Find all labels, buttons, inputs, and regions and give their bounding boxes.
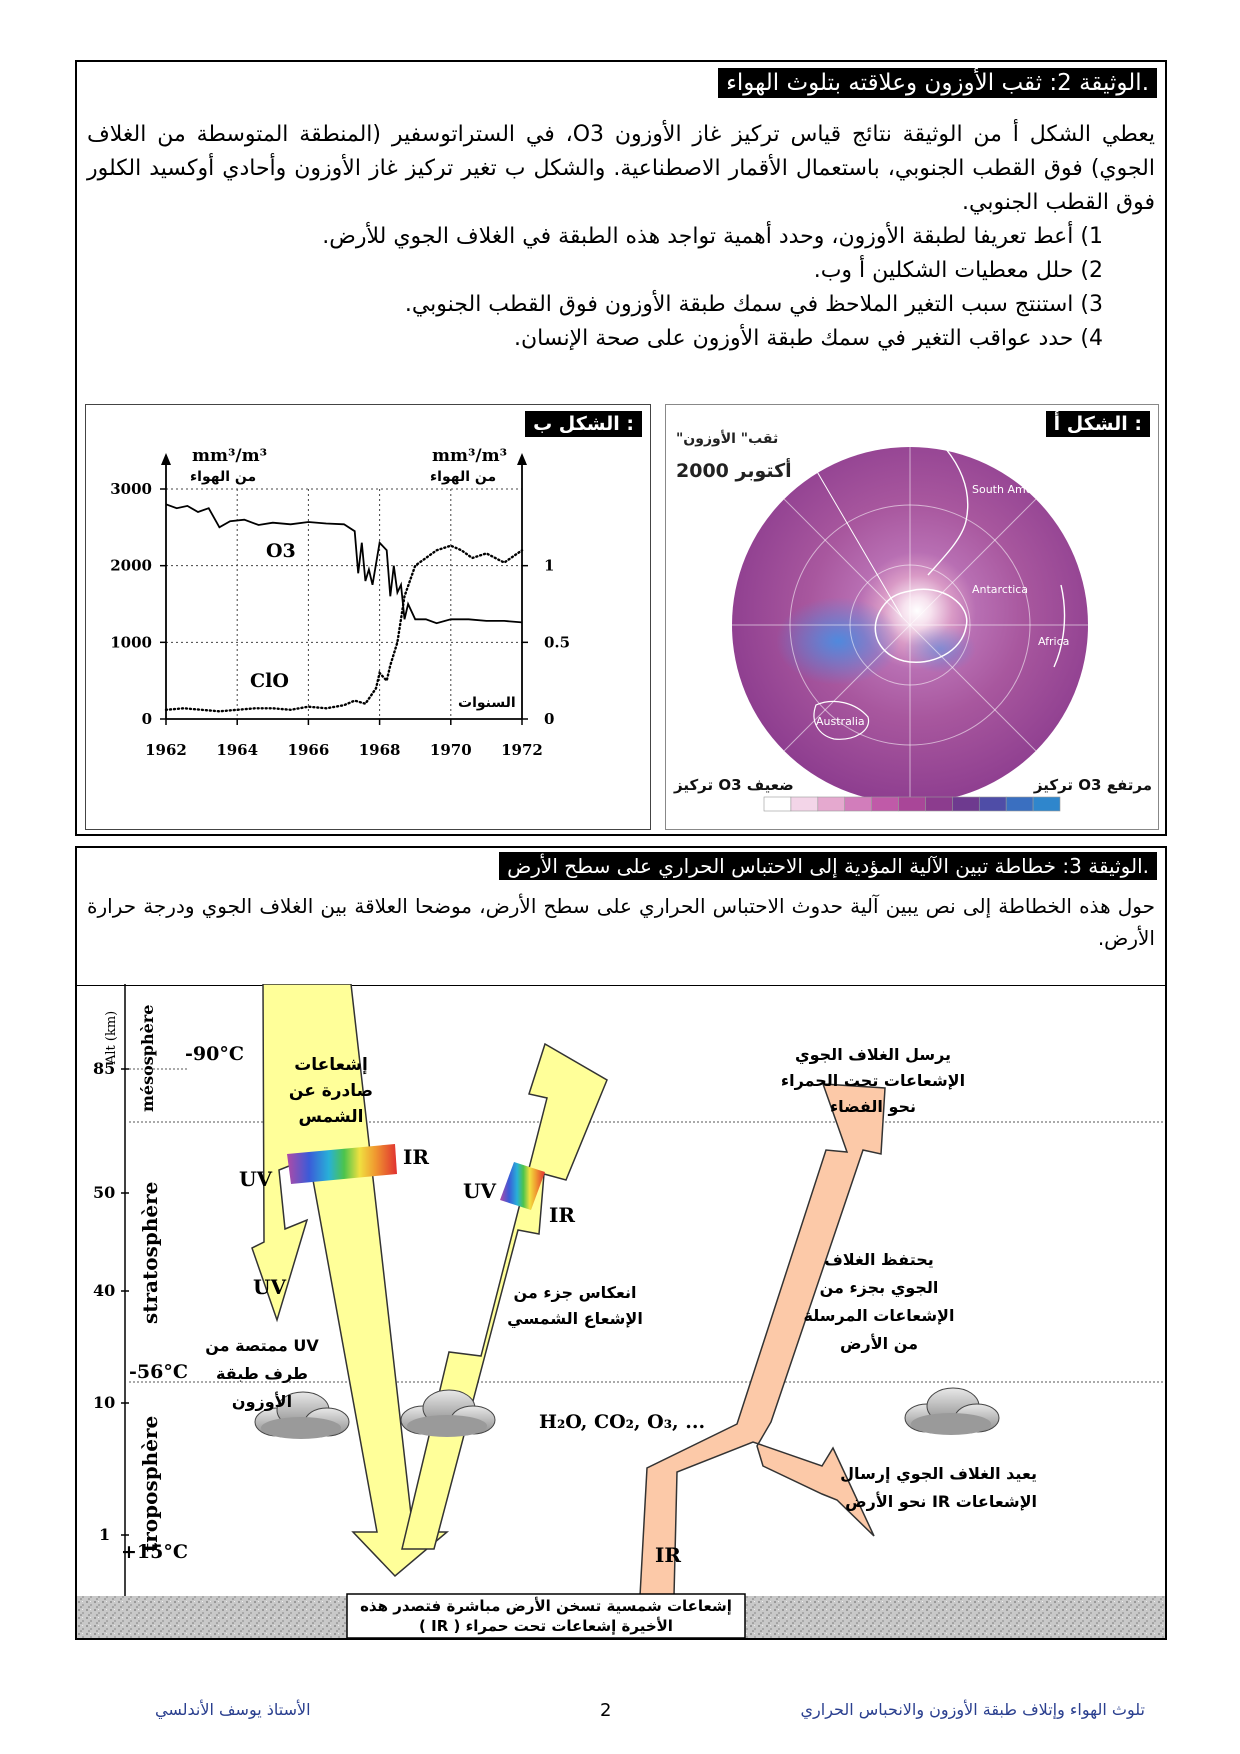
legend-swatch: [845, 797, 872, 811]
return-label: يعيد الغلاف الجوي إرسال الإشعاعات IR نحو الأرض: [840, 1464, 1037, 1511]
alt-50: 50: [93, 1183, 116, 1202]
ir-label-2: IR: [549, 1203, 575, 1227]
tick-label-x: 1964: [216, 741, 259, 759]
unit-right-sub: من الهواء: [430, 469, 497, 485]
layer-troposphere: troposphère: [138, 1415, 162, 1552]
legend-swatch: [818, 797, 845, 811]
gases-label: H₂O, CO₂, O₃, ...: [539, 1411, 706, 1433]
temp-plus-15: +15°C: [121, 1541, 188, 1563]
question-2: 2) حلل معطيات الشكلين أ وب.: [813, 258, 1103, 283]
legend-swatch: [899, 797, 926, 811]
reflect-label: انعكاس جزء من الإشعاع الشمسي: [507, 1283, 643, 1328]
legend-color-scale: [764, 797, 1060, 811]
temp-minus-90: -90°C: [185, 1043, 244, 1065]
tick-label-left: 1000: [110, 633, 152, 652]
document-2-intro: يعطي الشكل أ من الوثيقة نتائج قياس تركيز غاز الأوزون O3، في الستراتوسفير (المنطقة المتوسطة من الغلاف الجوي) فوق القطب الجنوبي، باستعمال الأقمار الاصطناعية. والشكل ب تغير تركيز غاز الأوزون وأحادي أوكسيد الكلور فوق القطب الجنوبي.: [87, 122, 1155, 215]
tick-label-x: 1968: [358, 741, 401, 759]
ir-space-label: يرسل الغلاف الجوي الإشعاعات تحت الحمراء نحو الفضاء: [780, 1045, 966, 1116]
cloud-icon: [905, 1388, 999, 1435]
uv-label-2: UV: [463, 1179, 496, 1203]
temp-minus-56: -56°C: [129, 1361, 188, 1383]
series-label-o3: O3: [266, 540, 296, 562]
tick-label-left: 0: [141, 710, 152, 728]
tick-label-right: 0: [544, 710, 555, 728]
continent-australia: Australia: [816, 715, 865, 728]
legend-swatch: [925, 797, 952, 811]
document-3-title: الوثيقة 3: خطاطة تبين الآلية المؤدية إلى الاحتباس الحراري على سطح الأرض.: [499, 852, 1157, 880]
figure-a: [665, 404, 1159, 830]
legend-swatch: [791, 797, 818, 811]
tick-label-x: 1972: [501, 741, 543, 759]
question-1: 1) أعط تعريفا لطبقة الأوزون، وحدد أهمية تواجد هذه الطبقة في الغلاف الجوي للأرض.: [322, 224, 1103, 249]
alt-1: 1: [99, 1525, 111, 1544]
ozone-clo-chart: [86, 405, 650, 829]
layer-stratosphere: stratosphère: [138, 1181, 162, 1324]
layer-mesosphere: mésosphère: [138, 1004, 157, 1112]
figure-b: [85, 404, 651, 830]
figure-a-tag: الشكل أ :: [1046, 411, 1150, 437]
uv-label-3: UV: [253, 1275, 286, 1299]
ozone-hole-map: [666, 405, 1158, 829]
document-3-intro: حول هذه الخطاطة إلى نص يبين آلية حدوث الاحتباس الحراري على سطح الأرض، موضحا العلاقة بين الغلاف الجوي ودرجة حرارة الأرض.: [87, 894, 1155, 950]
unit-left-sub: من الهواء: [190, 469, 257, 485]
legend-swatch: [979, 797, 1006, 811]
series-label-clo: ClO: [250, 670, 289, 692]
continent-antarctica: Antarctica: [972, 583, 1029, 596]
question-3: 3) استنتج سبب التغير الملاحظ في سمك طبقة الأوزون فوق القطب الجنوبي.: [404, 292, 1103, 317]
alt-axis-label: Alt (km): [104, 1010, 119, 1064]
figure-b-tag: الشكل ب :: [525, 411, 642, 437]
continent-south-america: South America: [972, 483, 1053, 496]
tick-label-x: 1962: [145, 741, 187, 759]
greenhouse-diagram: [75, 984, 1167, 1640]
alt-40: 40: [93, 1281, 116, 1300]
uv-label-1: UV: [239, 1167, 272, 1191]
tick-label-right: 0.5: [544, 633, 571, 652]
retain-label: يحتفظ الغلاف الجوي بجزء من الإشعاعات المرسلة من الأرض: [803, 1250, 955, 1353]
series-line-clo: [166, 546, 522, 712]
continent-africa: Africa: [1038, 635, 1070, 648]
unit-left: mm³/m³: [192, 446, 268, 466]
document-2-title: الوثيقة 2: ثقب الأوزون وعلاقته بتلوث الهواء.: [718, 68, 1157, 98]
legend-swatch: [872, 797, 899, 811]
legend-swatch: [1006, 797, 1033, 811]
tick-label-x: 1970: [429, 741, 472, 759]
footer-author: الأستاذ يوسف الأندلسي: [155, 1700, 311, 1719]
tick-label-left: 3000: [110, 480, 152, 498]
ground-label: إشعاعات شمسية تسخن الأرض مباشرة فتصدر هذه الأخيرة إشعاعات تحت حمراء ( IR ): [360, 1597, 732, 1635]
ir-label-3: IR: [655, 1543, 681, 1567]
tick-label-left: 2000: [110, 556, 152, 575]
tick-label-right: 1: [544, 556, 555, 575]
legend-low: تركيز O3 ضعيف: [674, 776, 794, 794]
document-2-box: [75, 60, 1167, 836]
document-3-box: [75, 846, 1167, 986]
y-axis-left-arrow: [161, 453, 171, 465]
tick-label-x: 1966: [287, 741, 330, 759]
sun-label: إشعاعات صادرة عن الشمس: [288, 1055, 374, 1127]
question-4: 4) حدد عواقب التغير في سمك طبقة الأوزون على صحة الإنسان.: [513, 326, 1103, 351]
unit-right: mm³/m³: [432, 446, 508, 466]
y-axis-right-arrow: [517, 453, 527, 465]
series-line-o3: [166, 504, 522, 623]
legend-swatch: [952, 797, 979, 811]
uv-absorbed-label: UV ممتصة من طرف طبقة الأوزون: [205, 1336, 319, 1411]
x-axis-title: السنوات: [458, 695, 516, 711]
cloud-icon: [401, 1390, 495, 1437]
alt-85: 85: [93, 1059, 116, 1078]
legend-high: تركيز O3 مرتفع: [1033, 776, 1152, 794]
footer-course-title: تلوث الهواء وإتلاف طبقة الأوزون والانحباس الحراري: [800, 1700, 1145, 1719]
ir-label-1: IR: [403, 1145, 429, 1169]
hole-label: "ثقب" الأوزون: [676, 431, 779, 447]
date-label: أكتوبر 2000: [676, 460, 792, 482]
legend-swatch: [1033, 797, 1060, 811]
legend-swatch: [764, 797, 791, 811]
alt-10: 10: [93, 1393, 116, 1412]
footer-page-number: 2: [600, 1700, 612, 1721]
